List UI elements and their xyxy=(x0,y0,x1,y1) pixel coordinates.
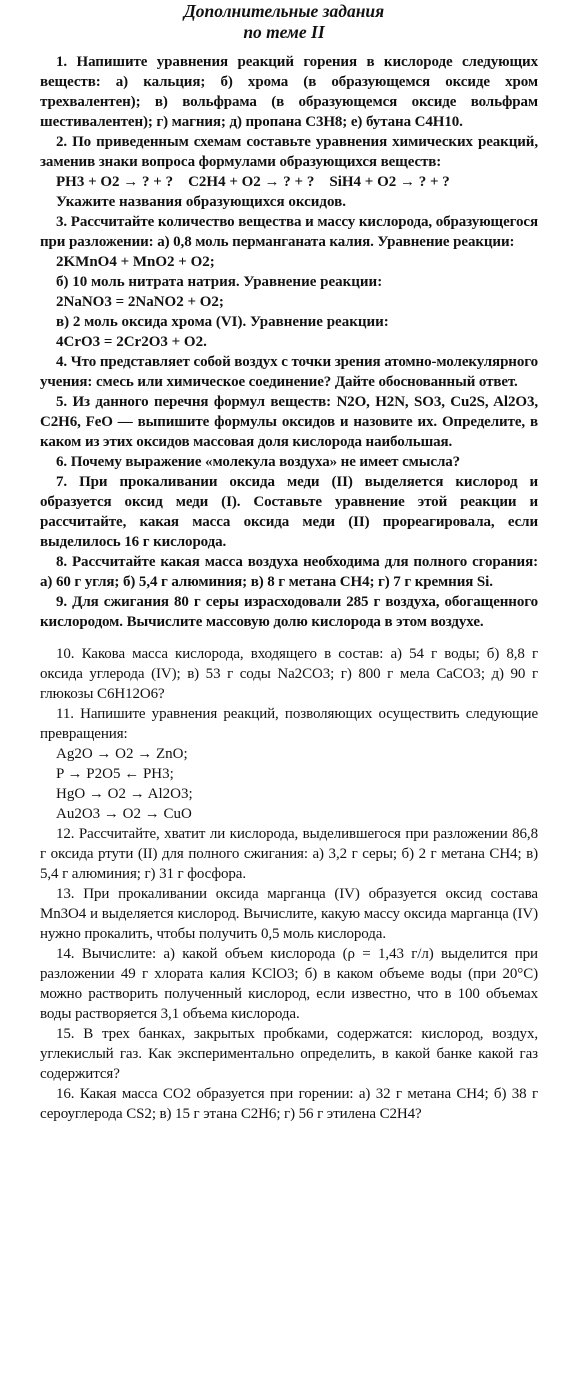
task-3-part-c: в) 2 моль оксида хрома (VI). Уравнение реакции: xyxy=(56,314,389,330)
task-3: 3. Рассчитайте количество вещества и массу кислорода, образующегося при разложении: а) 0,8 моль перманганата калия. Уравнение реакции: xyxy=(40,214,538,250)
task-12: 12. Рассчитайте, хватит ли кислорода, выделившегося при разложении 86,8 г оксида ртути (II) для полного сжигания: а) 3,2 г серы; б) 2 г метана CH4; в) 5,4 г алюминия; г) 31 г фосфора. xyxy=(40,826,538,882)
task-11: 11. Напишите уравнения реакций, позволяющих осуществить следующие превращения: xyxy=(40,706,538,742)
section-gap xyxy=(40,632,538,644)
task-5: 5. Из данного перечня формул веществ: N2O, H2N, SO3, Cu2S, Al2O3, C2H6, FeO — выпишите формулы оксидов и назовите их. Определите, в каком из этих оксидов массовая доля кислорода наибольшая. xyxy=(40,394,538,450)
task-2: 2. По приведенным схемам составьте уравнения химических реакций, заменив знаки вопроса формулами образующихся веществ: xyxy=(40,134,538,170)
section-heading-line1: Дополнительные задания xyxy=(183,1,385,21)
task-2-note: Укажите названия образующихся оксидов. xyxy=(56,194,346,210)
task-9: 9. Для сжигания 80 г серы израсходовали 285 г воздуха, обогащенного кислородом. Вычислите массовую долю кислорода в этом воздухе. xyxy=(40,594,538,630)
task-4: 4. Что представляет собой воздух с точки зрения атомно-молекулярного учения: смесь или химическое соединение? Дайте обоснованный ответ. xyxy=(40,354,538,390)
task-10: 10. Какова масса кислорода, входящего в состав: а) 54 г воды; б) 8,8 г оксида углерода (IV); в) 53 г соды Na2CO3; г) 800 г мела CaCO3; д) 90 г глюкозы C6H12O6? xyxy=(40,646,538,702)
task-13: 13. При прокаливании оксида марганца (IV) образуется оксид состава Mn3O4 и выделяется кислород. Вычислите, какую массу оксида марганца (IV) нужно прокалить, чтобы получить 0,5 моль кислорода. xyxy=(40,886,538,942)
task-3-equation-1: 2KMnO4 + MnO2 + O2; xyxy=(56,254,215,270)
section-heading-line2: по теме II xyxy=(243,22,325,42)
task-14: 14. Вычислите: а) какой объем кислорода (ρ = 1,43 г/л) выделится при разложении 49 г хлората калия KClO3; б) в каком объеме воды (при 20°C) можно растворить полученный кислород, если известно, что в 100 объемах воды растворяется 3,1 объема кислорода. xyxy=(40,946,538,1022)
task-15: 15. В трех банках, закрытых пробками, содержатся: кислород, воздух, углекислый газ. Как экспериментально определить, в какой банке какой газ содержится? xyxy=(40,1026,538,1082)
task-2-schemes: PH3 + O2 → ? + ? C2H4 + O2 → ? + ? SiH4 + O2 → ? + ? xyxy=(56,174,450,190)
task-6: 6. Почему выражение «молекула воздуха» не имеет смысла? xyxy=(56,454,461,470)
task-1: 1. Напишите уравнения реакций горения в кислороде следующих веществ: а) кальция; б) хрома (в образующемся оксиде хром трехвалентен); в) вольфрама (в образующемся оксиде вольфрам шестивалентен); г) магния; д) пропана C3H8; е) бутана C4H10. xyxy=(40,54,538,130)
task-3-part-b: б) 10 моль нитрата натрия. Уравнение реакции: xyxy=(56,274,383,290)
task-11-chain-4: Au2O3 → O2 → CuO xyxy=(56,806,192,822)
task-8: 8. Рассчитайте какая масса воздуха необходима для полного сгорания: а) 60 г угля; б) 5,4 г алюминия; в) 8 г метана CH4; г) 7 г кремния Si. xyxy=(40,554,538,590)
task-11-chain-2: P → P2O5 ← PH3; xyxy=(56,766,174,782)
task-16: 16. Какая масса CO2 образуется при горении: а) 32 г метана CH4; б) 38 г сероуглерода CS2; в) 15 г этана C2H6; г) 56 г этилена C2H4? xyxy=(40,1086,538,1122)
task-3-equation-2: 2NaNO3 = 2NaNO2 + O2; xyxy=(56,294,224,310)
task-11-chain-3: HgO → O2 → Al2O3; xyxy=(56,786,193,802)
task-3-equation-3: 4CrO3 = 2Cr2O3 + O2. xyxy=(56,334,207,350)
task-7: 7. При прокаливании оксида меди (II) выделяется кислород и образуется оксид меди (I). Составьте уравнение этой реакции и рассчитайте, какая масса оксида меди (II) прореагировала, если выделилось 16 г кислорода. xyxy=(40,474,538,550)
task-11-chain-1: Ag2O → O2 → ZnO; xyxy=(56,746,188,762)
